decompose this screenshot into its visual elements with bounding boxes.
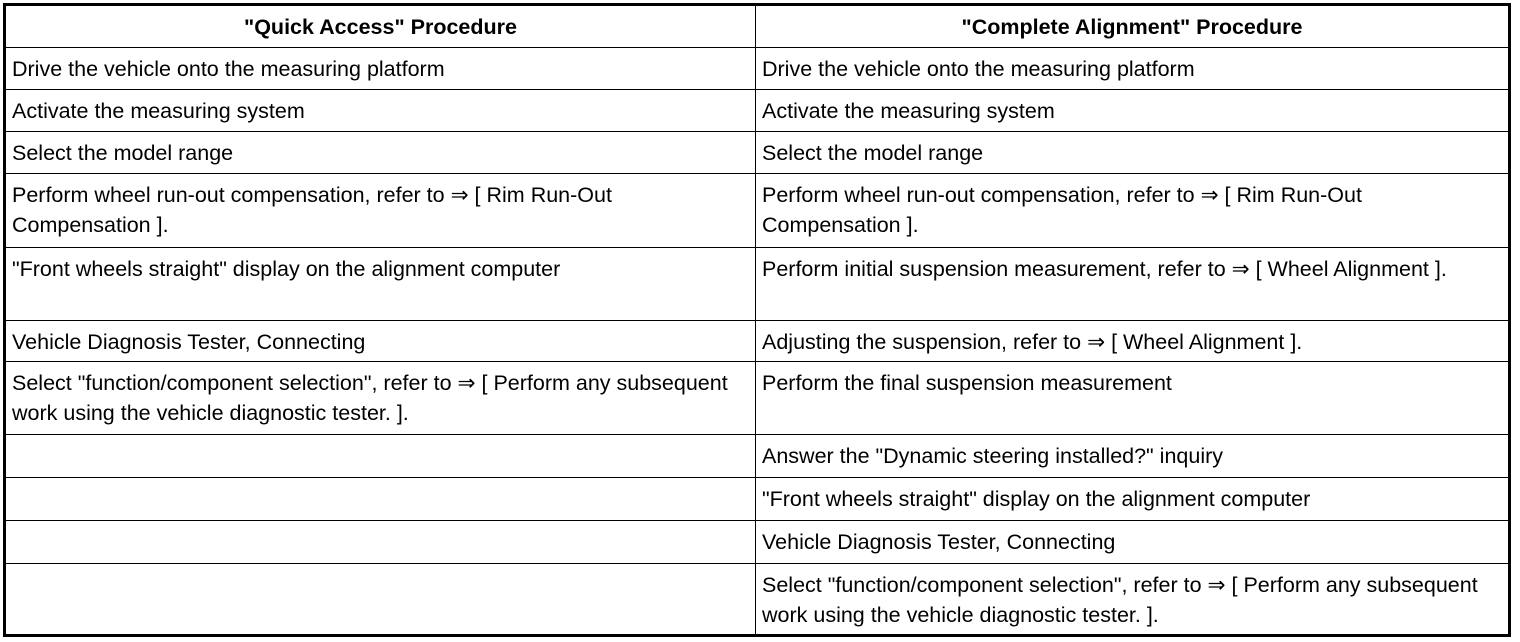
quick-step-text	[6, 435, 755, 441]
table-row	[6, 90, 1509, 132]
complete-step-text: Perform initial suspension measurement, refer to ⇒ [ Wheel Alignment ].	[762, 257, 1447, 281]
quick-step-cell	[6, 321, 756, 362]
quick-step-cell-empty	[6, 478, 756, 521]
quick-step-text: Select the model range	[12, 141, 234, 165]
quick-step-text: Drive the vehicle onto the measuring platform	[12, 57, 445, 81]
quick-step-cell-empty	[6, 435, 756, 478]
quick-step-text	[6, 521, 755, 527]
table-row	[6, 362, 1509, 435]
quick-step-cell	[6, 90, 756, 132]
quick-step-text	[6, 564, 755, 570]
complete-step-text: Answer the "Dynamic steering installed?" inquiry	[762, 444, 1224, 468]
quick-step-text	[6, 478, 755, 484]
complete-step-text: Select "function/component selection", refer to ⇒ [ Perform any subsequent work using the vehicle diagnostic tester. ].	[762, 573, 1478, 627]
table-row	[6, 564, 1509, 635]
complete-step-text: Drive the vehicle onto the measuring platform	[762, 57, 1195, 81]
complete-step-text: Perform the final suspension measurement	[762, 371, 1172, 395]
quick-step-text: "Front wheels straight" display on the alignment computer	[12, 257, 561, 281]
complete-step-cell	[756, 90, 1509, 132]
table-row	[6, 321, 1509, 362]
quick-step-cell	[6, 132, 756, 174]
complete-step-cell	[756, 521, 1509, 564]
table-row	[6, 435, 1509, 478]
quick-step-cell-empty	[6, 521, 756, 564]
quick-step-cell	[6, 174, 756, 248]
header-complete-alignment: "Complete Alignment" Procedure	[756, 6, 1509, 48]
complete-step-cell	[756, 321, 1509, 362]
complete-step-cell	[756, 478, 1509, 521]
header-quick-access: "Quick Access" Procedure	[6, 6, 756, 48]
complete-step-text: Adjusting the suspension, refer to ⇒ [ Wheel Alignment ].	[762, 330, 1303, 354]
table-row	[6, 48, 1509, 90]
complete-step-cell	[756, 48, 1509, 90]
complete-step-text: Select the model range	[762, 141, 984, 165]
quick-step-text: Vehicle Diagnosis Tester, Connecting	[12, 330, 366, 354]
complete-step-cell	[756, 174, 1509, 248]
quick-step-cell	[6, 248, 756, 321]
quick-step-text: Select "function/component selection", refer to ⇒ [ Perform any subsequent work using the vehicle diagnostic tester. ].	[12, 371, 728, 425]
complete-step-cell	[756, 248, 1509, 321]
quick-step-cell	[6, 362, 756, 435]
complete-step-text: "Front wheels straight" display on the alignment computer	[762, 487, 1311, 511]
table-row	[6, 478, 1509, 521]
complete-step-cell	[756, 564, 1509, 635]
complete-step-cell	[756, 132, 1509, 174]
complete-step-text: Vehicle Diagnosis Tester, Connecting	[762, 530, 1116, 554]
table-row	[6, 174, 1509, 248]
table-row	[6, 132, 1509, 174]
complete-step-text: Perform wheel run-out compensation, refer to ⇒ [ Rim Run-Out Compensation ].	[762, 183, 1362, 237]
quick-step-text: Activate the measuring system	[12, 99, 305, 123]
quick-step-cell	[6, 48, 756, 90]
procedure-comparison-table	[5, 5, 1509, 635]
table-header-row	[6, 6, 1509, 48]
table-row	[6, 521, 1509, 564]
complete-step-cell	[756, 362, 1509, 435]
complete-step-text: Activate the measuring system	[762, 99, 1055, 123]
quick-step-text: Perform wheel run-out compensation, refer to ⇒ [ Rim Run-Out Compensation ].	[12, 183, 612, 237]
quick-step-cell-empty	[6, 564, 756, 635]
table-row	[6, 248, 1509, 321]
complete-step-cell	[756, 435, 1509, 478]
